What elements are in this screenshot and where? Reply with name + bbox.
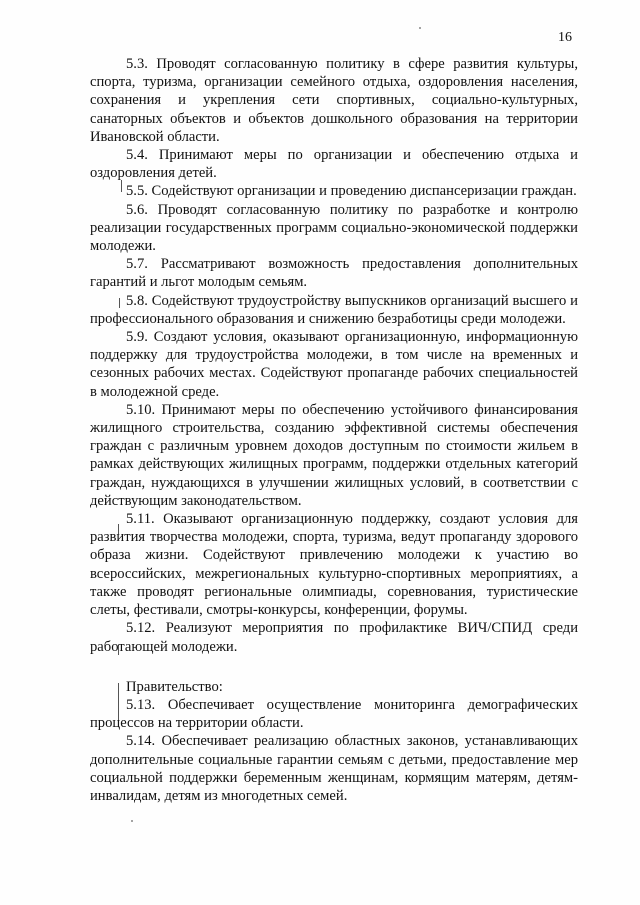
scan-speck xyxy=(419,27,421,29)
page-number: 16 xyxy=(558,30,572,45)
paragraph-5-8: 5.8. Содействуют трудоустройству выпускников организаций высшего и профессионального образования и снижению безработицы среди молодежи. xyxy=(90,292,578,327)
paragraph-5-6: 5.6. Проводят согласованную политику по разработке и контролю реализации государственных программ социально-экономической поддержки молодежи. xyxy=(90,201,578,255)
document-body xyxy=(90,55,578,805)
paragraph-5-10: 5.10. Принимают меры по обеспечению устойчивого финансирования жилищного строительства, созданию эффективной системы обеспечения граждан с различным уровнем доходов доступным по стоимости жильем в рамках действующих жилищных программ, поддержки отдельных категорий граждан, нуждающихся в улучшении жилищных условий, в соответствии с действующим законодательством. xyxy=(90,401,578,509)
paragraph-5-4: 5.4. Принимают меры по организации и обеспечению отдыха и оздоровления детей. xyxy=(90,147,578,182)
paragraph-5-7: 5.7. Рассматривают возможность предоставления дополнительных гарантий и льгот молодым семьям. xyxy=(90,256,578,291)
paragraph-5-12: 5.12. Реализуют мероприятия по профилактике ВИЧ/СПИД среди работающей молодежи. xyxy=(90,620,578,655)
paragraph-5-9: 5.9. Создают условия, оказывают организационную, информационную поддержку для трудоустройства молодежи, в том числе на временных и сезонных рабочих местах. Содействуют пропаганде рабочих специальностей в молодежной среде. xyxy=(90,329,578,400)
paragraph-5-13: 5.13. Обеспечивает осуществление мониторинга демографических процессов на территории области. xyxy=(90,696,578,732)
paragraph-5-14: 5.14. Обеспечивает реализацию областных законов, устанавливающих дополнительные социальные гарантии семьям с детьми, предоставление мер социальной поддержки беременным женщинам, кормящим матерям, детям-инвалидам, детям из многодетных семей. xyxy=(90,733,578,804)
scan-speck xyxy=(131,820,133,822)
paragraph-5-5: 5.5. Содействуют организации и проведению диспансеризации граждан. xyxy=(126,183,577,200)
paragraph-5-3: 5.3. Проводят согласованную политику в сфере развития культуры, спорта, туризма, организации семейного отдыха, оздоровления населения, сохранения и укрепления сети спортивных, социально-культурных, санаторных объектов и объектов дошкольного образования на территории Ивановской области. xyxy=(90,56,578,145)
section-gap xyxy=(90,656,578,678)
paragraph-5-11: 5.11. Оказывают организационную поддержку, создают условия для развития творчества молодежи, спорта, туризма, ведут пропаганду здорового образа жизни. Содействуют привлечению молодежи к участию во всероссийских, межрегиональных культурно-спортивных мероприятиях, а также проводят региональные олимпиады, соревнования, туристические слеты, фестивали, смотры-конкурсы, конференции, форумы. xyxy=(90,511,578,619)
section-heading: Правительство: xyxy=(126,678,223,695)
